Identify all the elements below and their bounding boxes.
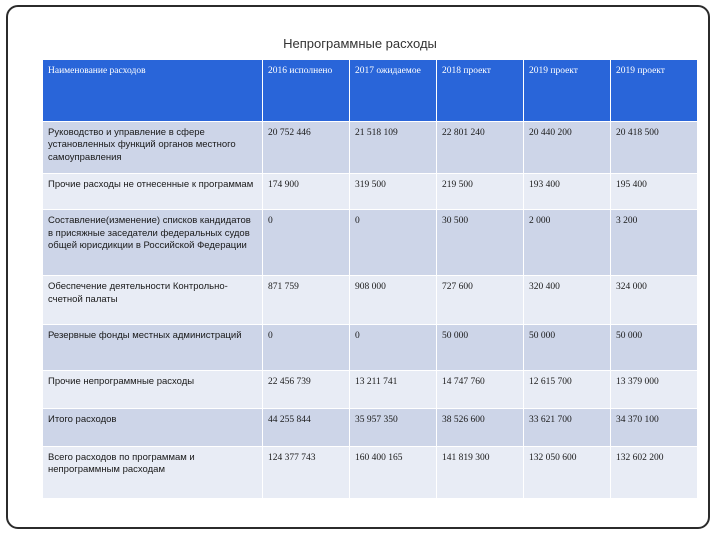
header-cell-2017: 2017 ожидаемое — [350, 60, 437, 122]
cell-value: 0 — [350, 324, 437, 370]
header-cell-2016: 2016 исполнено — [263, 60, 350, 122]
cell-value: 0 — [350, 210, 437, 276]
expenses-table — [42, 59, 698, 499]
table-row — [43, 122, 698, 174]
cell-value: 12 615 700 — [524, 370, 611, 408]
row-name: Составление(изменение) списков кандидатов в присяжные заседатели федеральных судов общей юрисдикции в Российской Федерации — [43, 210, 263, 276]
cell-value: 160 400 165 — [350, 446, 437, 498]
cell-value: 141 819 300 — [437, 446, 524, 498]
cell-value: 320 400 — [524, 276, 611, 324]
table-row — [43, 210, 698, 276]
cell-value: 124 377 743 — [263, 446, 350, 498]
cell-value: 0 — [263, 210, 350, 276]
header-cell-name: Наименование расходов — [43, 60, 263, 122]
cell-value: 174 900 — [263, 174, 350, 210]
cell-value: 20 418 500 — [611, 122, 698, 174]
cell-value: 35 957 350 — [350, 408, 437, 446]
cell-value: 30 500 — [437, 210, 524, 276]
cell-value: 3 200 — [611, 210, 698, 276]
row-name: Всего расходов по программам и непрограммным расходам — [43, 446, 263, 498]
cell-value: 22 456 739 — [263, 370, 350, 408]
cell-value: 20 440 200 — [524, 122, 611, 174]
cell-value: 2 000 — [524, 210, 611, 276]
header-cell-2018: 2018 проект — [437, 60, 524, 122]
cell-value: 908 000 — [350, 276, 437, 324]
cell-value: 193 400 — [524, 174, 611, 210]
cell-value: 33 621 700 — [524, 408, 611, 446]
cell-value: 13 379 000 — [611, 370, 698, 408]
cell-value: 195 400 — [611, 174, 698, 210]
cell-value: 13 211 741 — [350, 370, 437, 408]
table-row — [43, 174, 698, 210]
row-name: Резервные фонды местных администраций — [43, 324, 263, 370]
table-row — [43, 276, 698, 324]
cell-value: 727 600 — [437, 276, 524, 324]
row-name: Руководство и управление в сфере установленных функций органов местного самоуправления — [43, 122, 263, 174]
cell-value: 50 000 — [611, 324, 698, 370]
cell-value: 38 526 600 — [437, 408, 524, 446]
cell-value: 20 752 446 — [263, 122, 350, 174]
row-name: Итого расходов — [43, 408, 263, 446]
table-row — [43, 370, 698, 408]
cell-value: 34 370 100 — [611, 408, 698, 446]
table-row — [43, 408, 698, 446]
cell-value: 871 759 — [263, 276, 350, 324]
cell-value: 132 050 600 — [524, 446, 611, 498]
cell-value: 50 000 — [437, 324, 524, 370]
cell-value: 22 801 240 — [437, 122, 524, 174]
row-name: Обеспечение деятельности Контрольно-счетной палаты — [43, 276, 263, 324]
cell-value: 0 — [263, 324, 350, 370]
slide-title: Непрограммные расходы — [283, 36, 437, 51]
cell-value: 324 000 — [611, 276, 698, 324]
cell-value: 21 518 109 — [350, 122, 437, 174]
cell-value: 219 500 — [437, 174, 524, 210]
cell-value: 14 747 760 — [437, 370, 524, 408]
cell-value: 132 602 200 — [611, 446, 698, 498]
table-row — [43, 446, 698, 498]
table-row — [43, 324, 698, 370]
header-cell-2019b: 2019 проект — [611, 60, 698, 122]
cell-value: 50 000 — [524, 324, 611, 370]
row-name: Прочие непрограммные расходы — [43, 370, 263, 408]
row-name: Прочие расходы не отнесенные к программам — [43, 174, 263, 210]
header-cell-2019a: 2019 проект — [524, 60, 611, 122]
cell-value: 319 500 — [350, 174, 437, 210]
table-header-row — [43, 60, 698, 122]
cell-value: 44 255 844 — [263, 408, 350, 446]
